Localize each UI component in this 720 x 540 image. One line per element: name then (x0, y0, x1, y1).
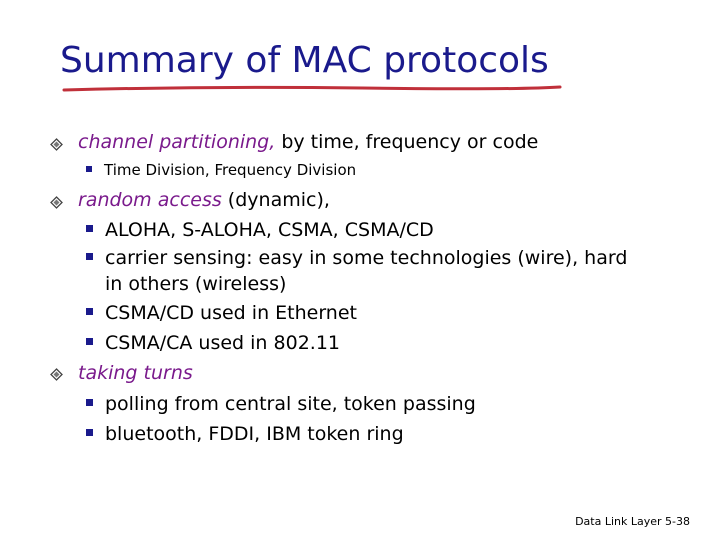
square-bullet-icon (86, 399, 93, 406)
square-bullet-icon (86, 429, 93, 436)
diamond-bullet-icon (50, 196, 63, 209)
diamond-bullet-icon (50, 368, 63, 381)
term-taking-turns: taking turns (78, 362, 193, 384)
title-underline (62, 82, 562, 94)
bullet-text: by time, frequency or code (275, 131, 539, 153)
square-bullet-icon (86, 253, 93, 260)
subitem-text: polling from central site, token passing (105, 393, 476, 415)
subitem-carrier-sensing (86, 246, 627, 270)
square-bullet-icon (86, 308, 93, 315)
square-bullet-icon (86, 166, 92, 172)
bullet-random-access (78, 188, 330, 212)
subitem-token-ring (86, 422, 404, 446)
term-channel-partitioning: channel partitioning, (78, 131, 276, 153)
diamond-bullet-icon (50, 138, 63, 151)
term-random-access: random access (78, 189, 222, 211)
slide-footer: Data Link Layer 5-38 (575, 515, 690, 528)
square-bullet-icon (86, 338, 93, 345)
subitem-text: bluetooth, FDDI, IBM token ring (105, 423, 404, 445)
bullet-taking-turns (78, 361, 193, 385)
subitem-csma-ca (86, 331, 340, 355)
subitem-polling (86, 392, 476, 416)
bullet-channel-partitioning (78, 130, 538, 154)
subitem-text: CSMA/CD used in Ethernet (105, 302, 357, 324)
subitem-aloha (86, 218, 434, 242)
subitem-csma-cd (86, 301, 357, 325)
bullet-text: (dynamic), (221, 189, 330, 211)
subitem-text: CSMA/CA used in 802.11 (105, 332, 340, 354)
slide-title: Summary of MAC protocols (60, 40, 549, 81)
subitem-time-frequency-division (86, 160, 356, 180)
subitem-text: in others (wireless) (105, 273, 287, 295)
subitem-text: ALOHA, S-ALOHA, CSMA, CSMA/CD (105, 219, 434, 241)
subitem-carrier-sensing-cont (105, 272, 286, 296)
subitem-text: carrier sensing: easy in some technologies (wire), hard (105, 247, 628, 269)
square-bullet-icon (86, 225, 93, 232)
subitem-text: Time Division, Frequency Division (104, 161, 357, 179)
